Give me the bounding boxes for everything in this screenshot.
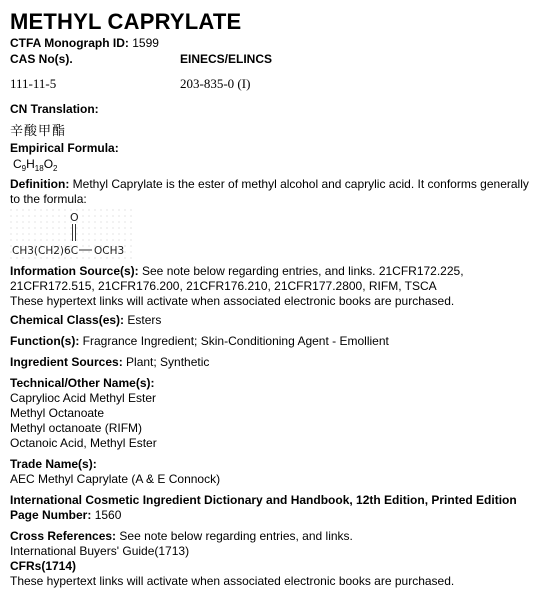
cross-references-row [10,529,542,544]
formula-h-count: 18 [34,164,44,173]
empirical-formula-label: Empirical Formula: [10,141,119,155]
cn-translation-value: 辛酸甲酯 [10,123,67,138]
alkyl-chain-label: CH3(CH2)6C [12,245,79,257]
formula-o-count: 2 [53,164,58,173]
definition-text: Methyl Caprylate is the ester of methyl alcohol and caprylic acid. It conforms generally to the formula: [10,177,529,206]
cross-references-label: Cross References: [10,529,117,543]
trade-name-item: AEC Methyl Caprylate (A & E Connock) [10,472,221,486]
cas-label: CAS No(s). [10,52,73,66]
ctfa-id-row [10,36,542,51]
einecs-number: 203-835-0 (I) [180,76,251,91]
formula-c-count: 9 [21,164,27,173]
other-name-item: Octanoic Acid, Methyl Ester [10,436,157,450]
dictionary-title: International Cosmetic Ingredient Dictionary and Handbook, 12th Edition, Printed Edition [10,493,517,507]
ingredient-sources-row [10,355,542,370]
other-name-item: Caprylioc Acid Methyl Ester [10,391,157,405]
info-sources-note: These hypertext links will activate when associated electronic books are purchased. [10,294,455,308]
page-number-row [10,508,542,523]
chemical-class-row [10,313,542,328]
ingredient-sources-value: Plant; Synthetic [122,355,210,369]
chemical-class-value: Esters [124,313,162,327]
definition [10,177,542,207]
formula-o: O [43,157,54,171]
empirical-formula [13,157,542,173]
chemical-class-label: Chemical Class(es): [10,313,125,327]
cross-references-value: See note below regarding entries, and links. [116,529,353,543]
einecs-label: EINECS/ELINCS [180,52,273,66]
cas-einecs-table [10,52,542,96]
other-name-item: Methyl Octanoate [10,406,105,420]
structure-image [10,209,134,261]
page-title: METHYL CAPRYLATE [10,9,242,34]
ingredient-sources-label: Ingredient Sources: [10,355,123,369]
info-sources-label: Information Source(s): [10,264,139,278]
page-number-value: 1560 [91,508,122,522]
methoxy-label: OCH3 [94,245,125,257]
trade-names-label: Trade Name(s): [10,457,97,471]
formula-c: C [13,157,22,171]
functions-value: Fragrance Ingredient; Skin-Conditioning Agent - Emollient [79,334,389,348]
definition-label: Definition: [10,177,70,191]
cas-number: 111-11-5 [10,76,57,91]
information-sources [10,264,542,279]
functions-label: Function(s): [10,334,80,348]
ctfa-id-value: 1599 [132,36,159,50]
structure-diagram [10,209,542,264]
cross-references-note: These hypertext links will activate when associated electronic books are purchased. [10,574,455,588]
buyers-guide-link[interactable]: International Buyers' Guide(1713) [10,544,190,558]
page-number-label: Page Number: [10,508,92,522]
ctfa-id-label: CTFA Monograph ID: [10,36,129,50]
cfrs-link[interactable]: CFRs(1714) [10,559,77,573]
cn-translation-label: CN Translation: [10,102,99,116]
other-name-item: Methyl octanoate (RIFM) [10,421,143,435]
info-sources-links[interactable]: 21CFR172.515, 21CFR176.200, 21CFR176.210, 21CFR177.2800, RIFM, TSCA [10,279,437,293]
functions-row [10,334,542,349]
other-names-label: Technical/Other Name(s): [10,376,155,390]
formula-h: H [26,157,35,171]
monograph-page [10,8,542,589]
info-sources-line1: See note below regarding entries, and links. 21CFR172.225, [138,264,464,278]
carbonyl-oxygen: O [70,211,79,224]
